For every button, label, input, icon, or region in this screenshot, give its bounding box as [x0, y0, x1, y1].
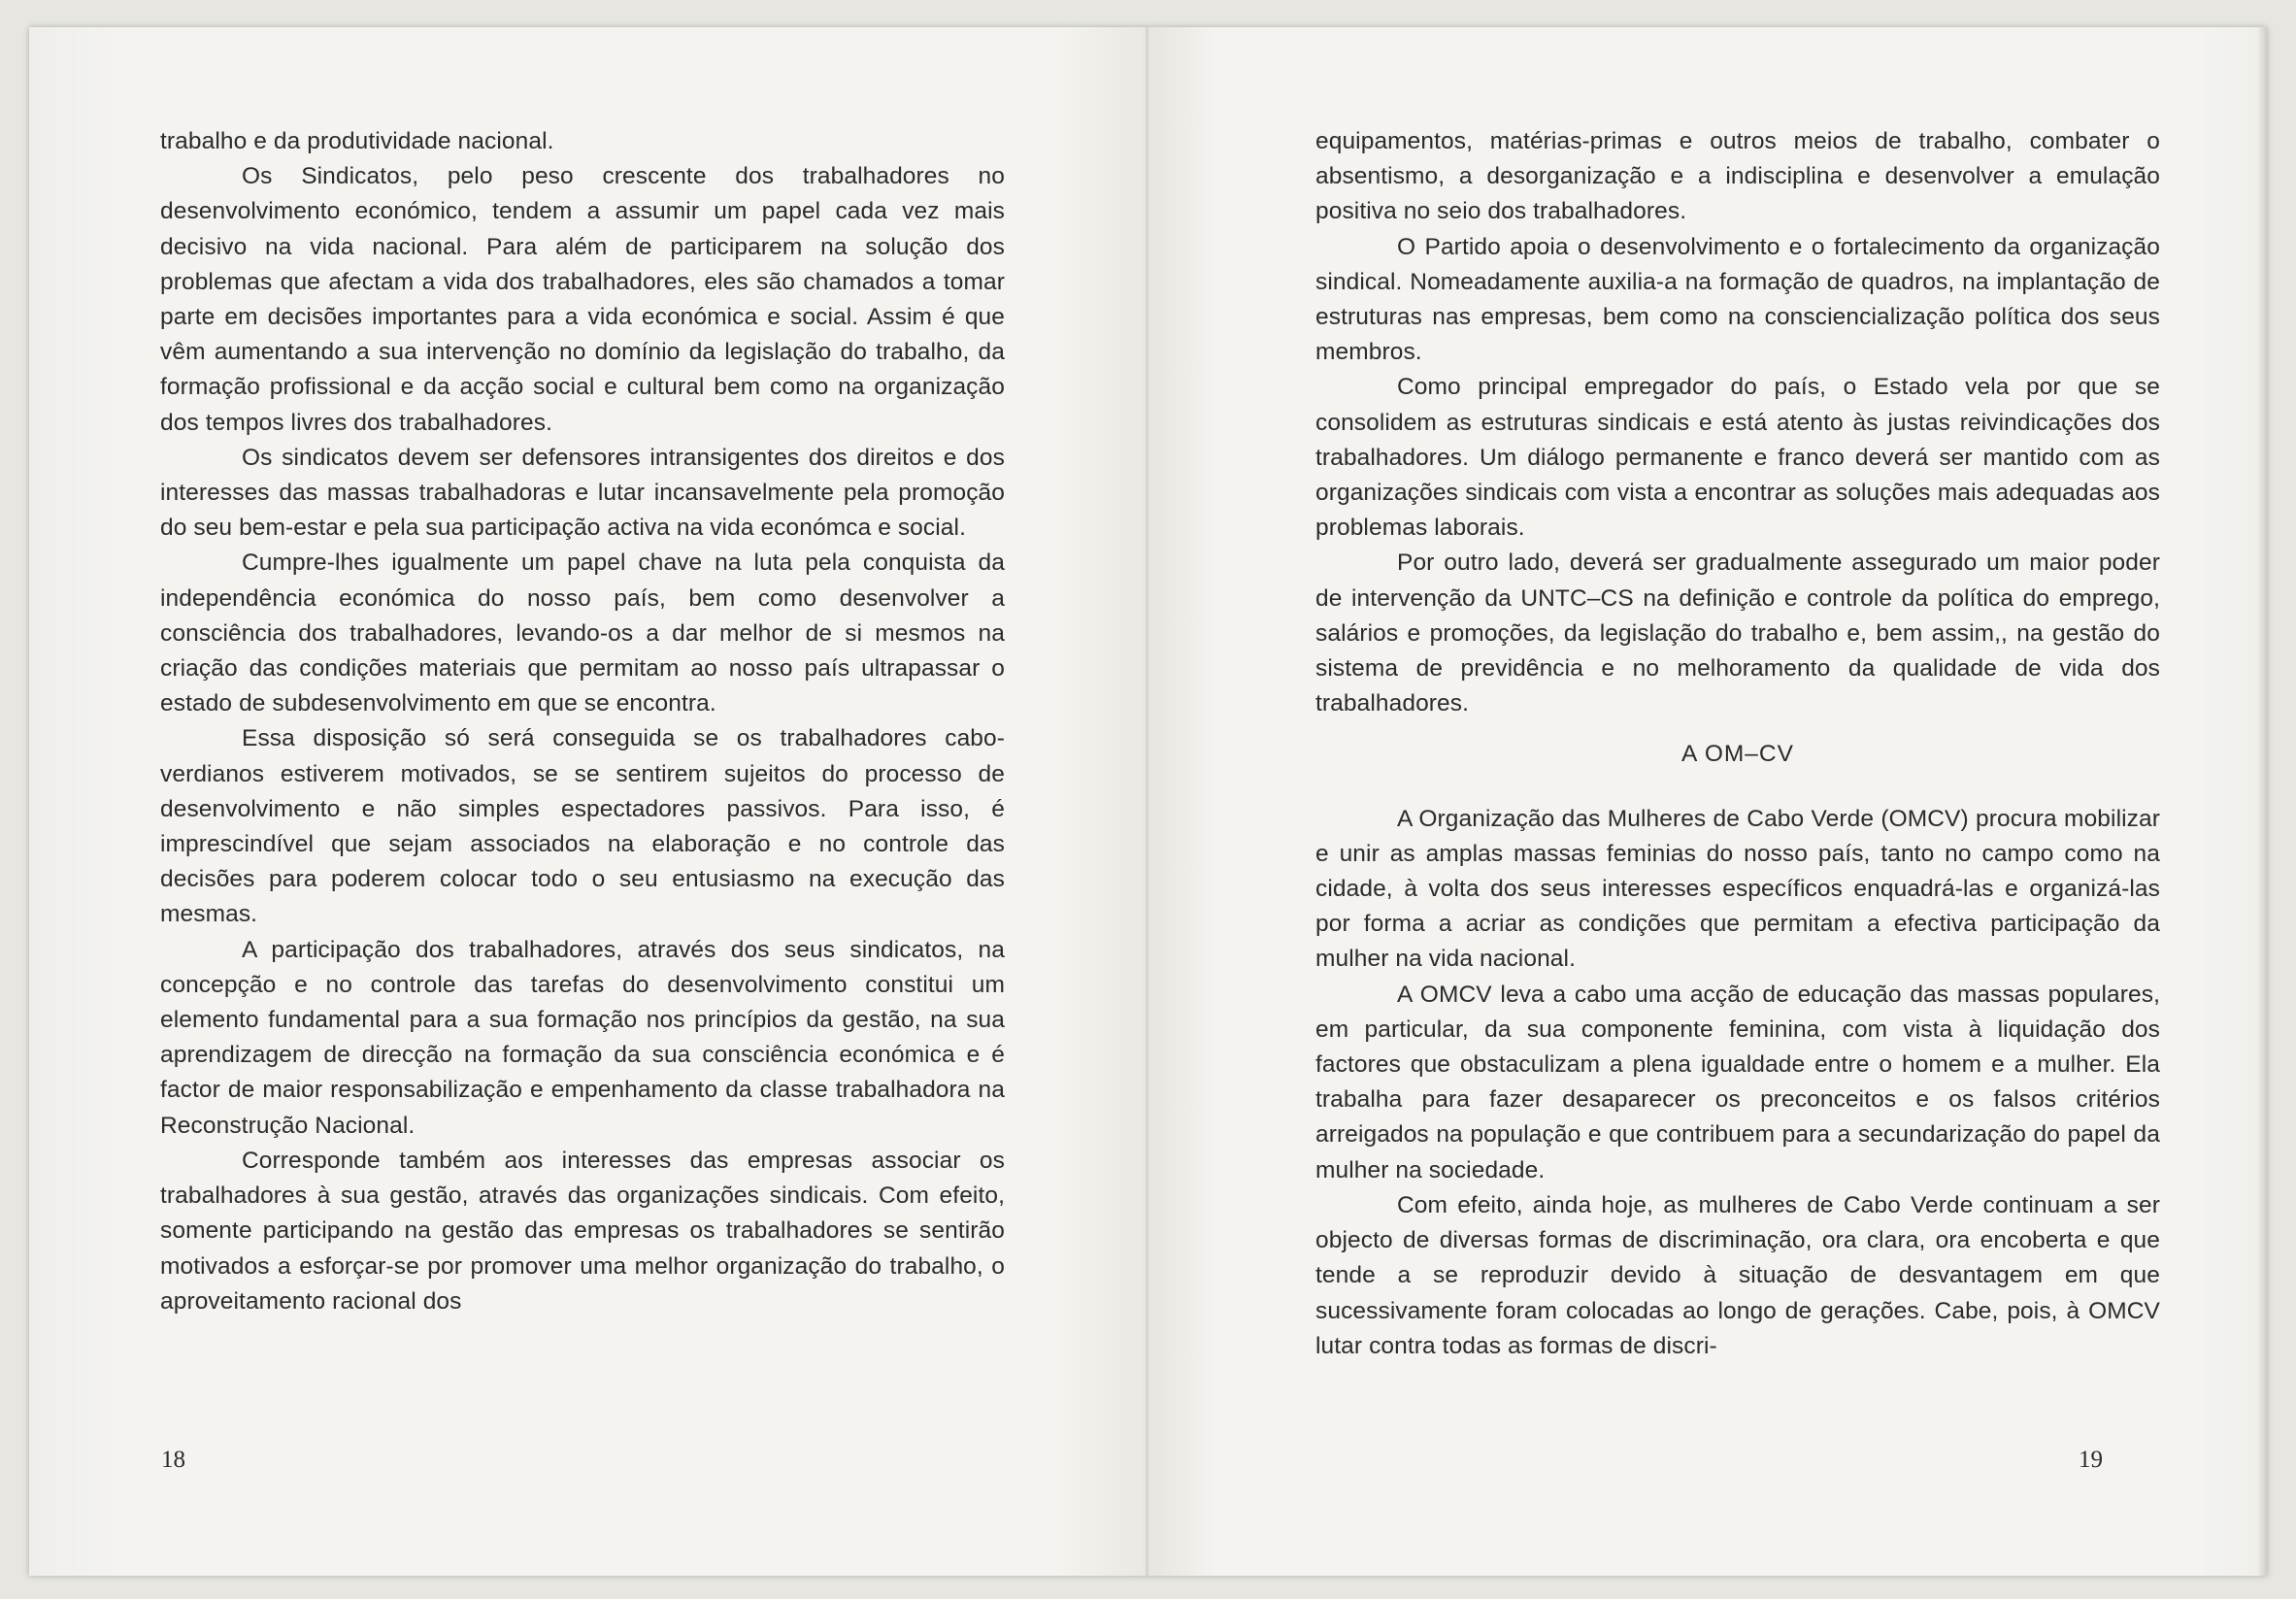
- book-spread: [29, 27, 2267, 1576]
- right-page: [1148, 27, 2267, 1576]
- paragraph: A Organização das Mulheres de Cabo Verde (OMCV) procura mobilizar e unir as amplas massas feminias do nosso país, tanto no campo como na cidade, à volta dos seus interesses específicos enquadrá-las e organizá-las por forma a acriar as condições que permitam a efectiva participação da mulher na vida nacional.: [1315, 805, 2160, 973]
- paragraph: equipamentos, matérias-primas e outros meios de trabalho, combater o absentismo, a desorganização e a indisciplina e desenvolver a emulação positiva no seio dos trabalhadores.: [1315, 128, 2160, 225]
- paragraph: Os sindicatos devem ser defensores intransigentes dos direitos e dos interesses das massas trabalhadoras e lutar incansavelmente pela promoção do seu bem-estar e pela sua participação activa na vida económca e social.: [160, 444, 1005, 542]
- right-page-text: [1315, 124, 2160, 1364]
- paragraph: Por outro lado, deverá ser gradualmente assegurado um maior poder de intervenção da UNTC–CS na definição e controle da política do emprego, salários e promoções, da legislação do trabalho e, bem assim,, na gestão do sistema de previdência e no melhoramento da qualidade de vida dos trabalhadores.: [1315, 550, 2160, 717]
- paragraph: Os Sindicatos, pelo peso crescente dos trabalhadores no desenvolvimento económico, tendem a assumir um papel cada vez mais decisivo na vida nacional. Para além de participarem na solução dos problemas que afectam a vida dos trabalhadores, eles são chamados a tomar parte em decisões importantes para a vida económica e social. Assim é que vêm aumentando a sua intervenção no domínio da legislação do trabalho, da formação profissional e da acção social e cultural bem como na organização dos tempos livres dos trabalhadores.: [160, 163, 1005, 436]
- paragraph: Cumpre-lhes igualmente um papel chave na luta pela conquista da independência económica do nosso país, bem como desenvolver a consciência dos trabalhadores, levando-os a dar melhor de si mesmos na criação das condições materiais que permitam ao nosso país ultrapassar o estado de subdesenvolvimento em que se encontra.: [160, 550, 1005, 717]
- left-page-text: [160, 124, 1005, 1319]
- page-number-right: 19: [2079, 1447, 2103, 1473]
- section-heading: A OM–CV: [1681, 741, 1794, 768]
- paragraph: A OMCV leva a cabo uma acção de educação das massas populares, em particular, da sua componente feminina, com vista à liquidação dos factores que obstaculizam a plena igualdade entre o homem e a mulher. Ela trabalha para fazer desaparecer os preconceitos e os falsos critérios arreigados na população e que contribuem para a secundarização do papel da mulher na sociedade.: [1315, 981, 2160, 1183]
- paragraph: O Partido apoia o desenvolvimento e o fortalecimento da organização sindical. Nomeadamente auxilia-a na formação de quadros, na implantação de estruturas nas empresas, bem como na consciencialização política dos seus membros.: [1315, 233, 2160, 366]
- paragraph: Corresponde também aos interesses das empresas associar os trabalhadores à sua gestão, através das organizações sindicais. Com efeito, somente participando na gestão das empresas os trabalhadores se sentirão motivados a esforçar-se por promover uma melhor organização do trabalho, o aproveitamento racional dos: [160, 1147, 1005, 1315]
- left-page: [29, 27, 1148, 1576]
- paragraph: Com efeito, ainda hoje, as mulheres de Cabo Verde continuam a ser objecto de diversas formas de discriminação, ora clara, ora encoberta e que tende a se reproduzir devido à situação de desvantagem em que sucessivamente foram colocadas ao longo de gerações. Cabe, pois, à OMCV lutar contra todas as formas de discri-: [1315, 1191, 2160, 1359]
- paragraph: Como principal empregador do país, o Estado vela por que se consolidem as estruturas sindicais e está atento às justas reivindicações dos trabalhadores. Um diálogo permanente e franco deverá ser mantido com as organizações sindicais com vista a encontrar as soluções mais adequadas aos problemas laborais.: [1315, 374, 2160, 542]
- page-number-left: 18: [161, 1447, 185, 1473]
- paragraph: A participação dos trabalhadores, através dos seus sindicatos, na concepção e no controle das tarefas do desenvolvimento constitui um elemento fundamental para a sua formação nos princípios da gestão, na sua aprendizagem de direcção na formação da sua consciência económica e é factor de maior responsabilização e empenhamento da classe trabalhadora na Reconstrução Nacional.: [160, 936, 1005, 1139]
- right-page-edge: [2257, 27, 2267, 1576]
- paragraph: trabalho e da produtividade nacional.: [160, 128, 554, 154]
- paragraph: Essa disposição só será conseguida se os trabalhadores cabo-verdianos estiverem motivados, se se sentirem sujeitos do processo de desenvolvimento e não simples espectadores passivos. Para isso, é imprescindível que sejam associados na elaboração e no controle das decisões para poderem colocar todo o seu entusiasmo na execução das mesmas.: [160, 725, 1005, 928]
